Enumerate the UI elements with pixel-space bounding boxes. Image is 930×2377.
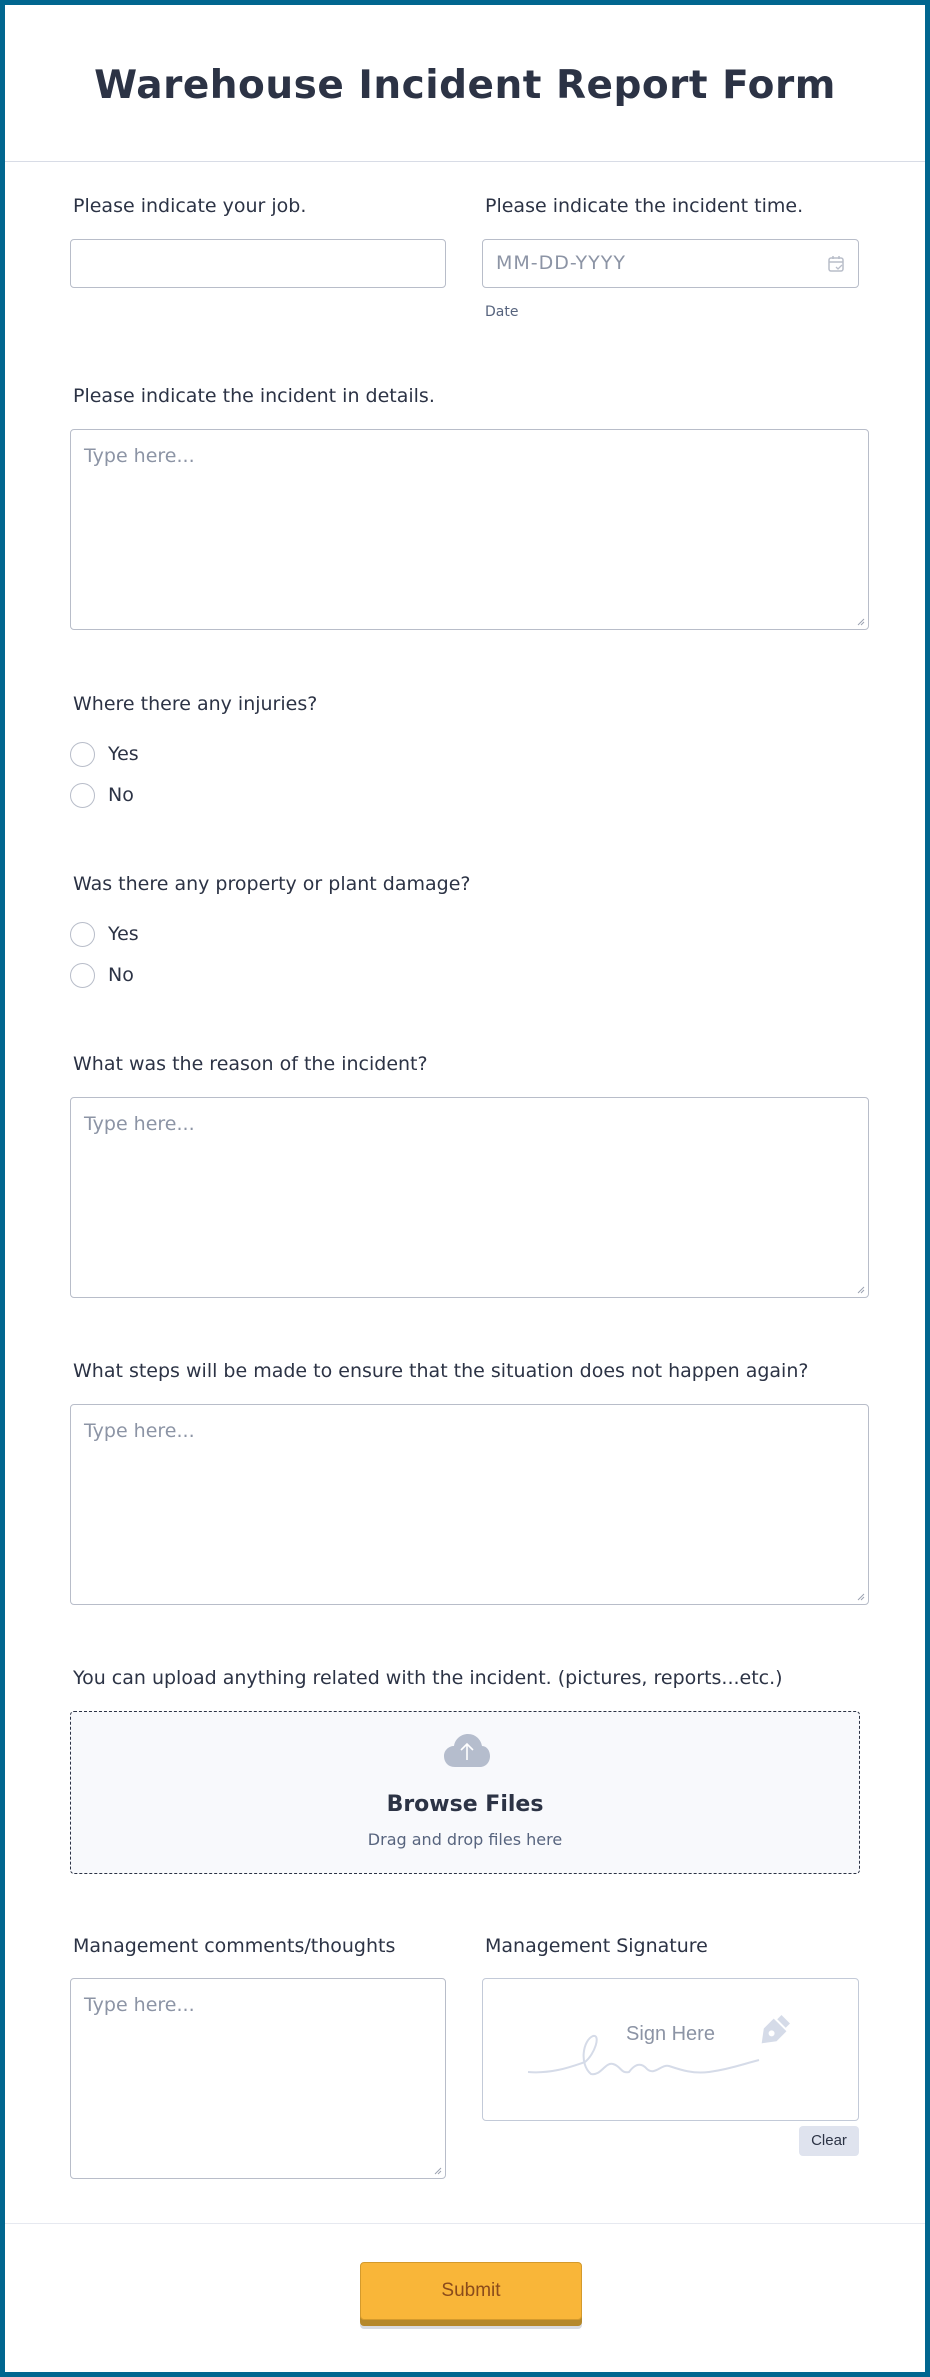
management-comments-textarea[interactable]	[70, 1978, 446, 2179]
damage-label: Was there any property or plant damage?	[73, 873, 471, 895]
injuries-yes-radio[interactable]	[70, 742, 95, 767]
calendar-icon[interactable]	[827, 254, 845, 274]
damage-yes-radio[interactable]	[70, 922, 95, 947]
drag-drop-hint: Drag and drop files here	[367, 1830, 563, 1849]
reason-placeholder: Type here...	[84, 1113, 195, 1135]
incident-details-textarea[interactable]	[70, 429, 869, 630]
clear-signature-button[interactable]: Clear	[799, 2126, 859, 2156]
injuries-no-radio[interactable]	[70, 783, 95, 808]
damage-no-label[interactable]: No	[108, 964, 134, 986]
submit-button[interactable]: Submit	[360, 2262, 582, 2320]
file-upload-dropzone[interactable]	[70, 1711, 860, 1874]
damage-no-radio[interactable]	[70, 963, 95, 988]
reason-label: What was the reason of the incident?	[73, 1053, 428, 1075]
cloud-upload-icon	[443, 1733, 491, 1769]
browse-files-button[interactable]: Browse Files	[386, 1792, 544, 1817]
management-comments-label: Management comments/thoughts	[73, 1935, 396, 1957]
incident-details-label: Please indicate the incident in details.	[73, 385, 435, 407]
incident-time-label: Please indicate the incident time.	[485, 195, 804, 217]
prevention-placeholder: Type here...	[84, 1420, 195, 1442]
prevention-label: What steps will be made to ensure that the situation does not happen again?	[73, 1360, 809, 1382]
resize-handle-icon[interactable]	[432, 2165, 442, 2175]
resize-handle-icon[interactable]	[855, 616, 865, 626]
header-divider	[5, 161, 925, 162]
signature-pad[interactable]	[482, 1978, 859, 2121]
damage-yes-label[interactable]: Yes	[108, 923, 139, 945]
injuries-no-label[interactable]: No	[108, 784, 134, 806]
date-placeholder: MM-DD-YYYY	[496, 252, 626, 274]
management-signature-label: Management Signature	[485, 1935, 708, 1957]
job-label: Please indicate your job.	[73, 195, 307, 217]
form-title: Warehouse Incident Report Form	[94, 63, 836, 108]
injuries-yes-label[interactable]: Yes	[108, 743, 139, 765]
reason-textarea[interactable]	[70, 1097, 869, 1298]
footer-divider	[5, 2223, 925, 2224]
injuries-label: Where there any injuries?	[73, 693, 318, 715]
job-input[interactable]	[70, 239, 446, 288]
upload-label: You can upload anything related with the incident. (pictures, reports...etc.)	[73, 1667, 783, 1689]
prevention-textarea[interactable]	[70, 1404, 869, 1605]
date-sublabel: Date	[485, 304, 519, 320]
sign-here-text: Sign Here	[626, 2023, 715, 2045]
resize-handle-icon[interactable]	[855, 1591, 865, 1601]
incident-date-input[interactable]	[482, 239, 859, 288]
resize-handle-icon[interactable]	[855, 1284, 865, 1294]
incident-details-placeholder: Type here...	[84, 445, 195, 467]
management-comments-placeholder: Type here...	[84, 1994, 195, 2016]
